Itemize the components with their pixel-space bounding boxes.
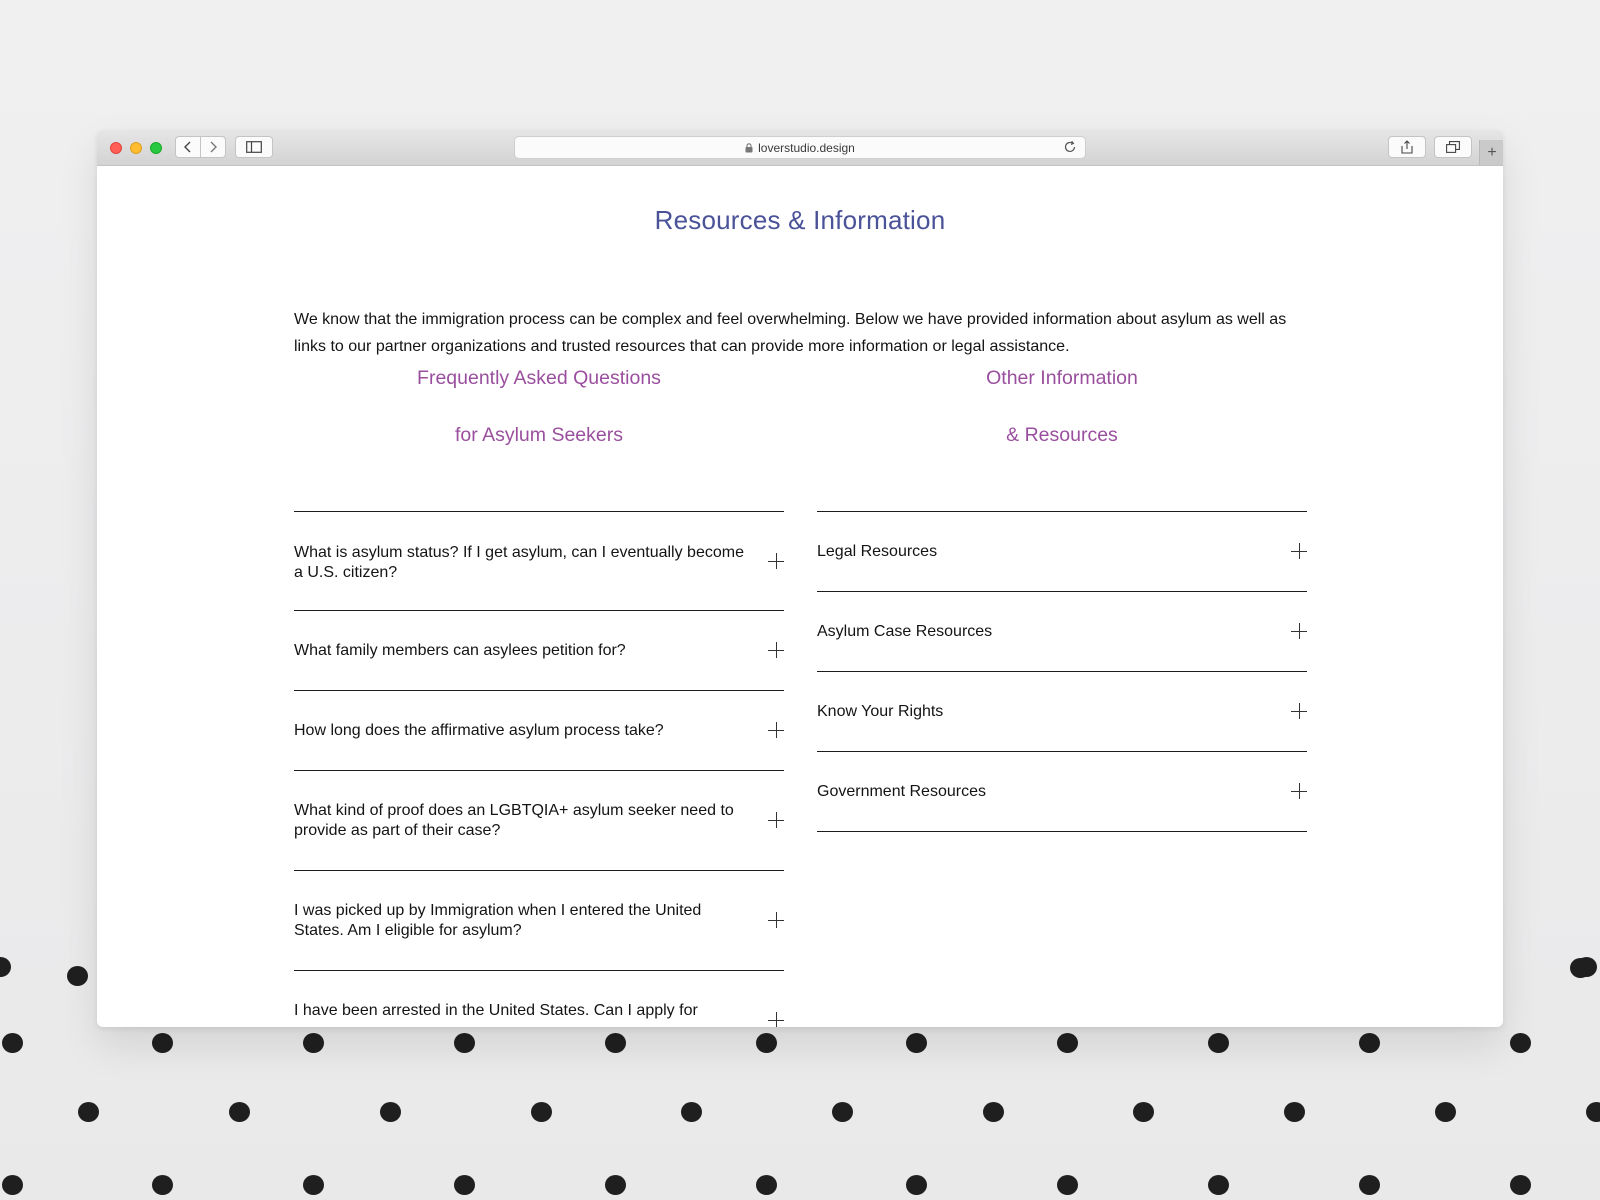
resource-item[interactable] [817,512,1307,592]
resources-heading-line1: Other Information [986,367,1138,389]
browser-window [97,130,1503,1027]
sidebar-toggle-button[interactable] [235,136,273,158]
polka-dot [1435,1102,1456,1122]
faq-item[interactable] [294,512,784,611]
polka-dot [1208,1033,1229,1053]
resource-item[interactable] [817,672,1307,752]
polka-dot [1208,1175,1229,1195]
faq-item[interactable] [294,691,784,771]
intro-paragraph: We know that the immigration process can be complex and feel overwhelming. Below we have provided information about asylum as well as links to our partner organizations and trusted resources that can provide more information or legal assistance. [294,311,1287,355]
polka-dot [2,1175,23,1195]
page-content [97,165,1503,1027]
forward-button[interactable] [200,136,226,158]
resources-accordion [817,511,1307,832]
lock-icon [745,143,753,153]
plus-icon[interactable] [768,642,784,658]
polka-dot [1510,1033,1531,1053]
polka-dot [1359,1175,1380,1195]
polka-dot [380,1102,401,1122]
polka-dot [454,1033,475,1053]
polka-dot [1359,1033,1380,1053]
address-bar[interactable] [514,136,1086,159]
zoom-window-button[interactable] [150,142,162,154]
resource-label: Government Resources [817,783,986,800]
polka-dot [906,1033,927,1053]
resources-heading-line2: & Resources [1006,424,1118,446]
polka-dot [229,1102,250,1122]
polka-dot [832,1102,853,1122]
plus-icon[interactable] [768,553,784,569]
plus-icon[interactable] [768,1012,784,1027]
plus-icon[interactable] [1291,623,1307,639]
polka-dot [454,1175,475,1195]
url-text: loverstudio.design [758,140,855,155]
faq-heading-line1: Frequently Asked Questions [417,367,661,389]
polka-dot [2,1033,23,1053]
faq-question: What kind of proof does an LGBTQIA+ asylum seeker need to provide as part of their case? [294,802,734,839]
resource-label: Know Your Rights [817,703,944,720]
show-tabs-button[interactable] [1434,136,1472,158]
faq-item[interactable] [294,771,784,871]
polka-dot [1586,1102,1600,1122]
faq-item[interactable] [294,971,784,1027]
sidebar-icon [246,141,262,153]
resource-item[interactable] [817,752,1307,832]
plus-icon[interactable] [768,812,784,828]
plus-icon[interactable] [1291,783,1307,799]
polka-dot [756,1175,777,1195]
polka-dot [303,1033,324,1053]
resources-heading [817,350,1307,464]
faq-question: What family members can asylees petition for? [294,642,626,659]
back-button[interactable] [175,136,201,158]
faq-heading-line2: for Asylum Seekers [455,424,623,446]
polka-dot [756,1033,777,1053]
minimize-window-button[interactable] [130,142,142,154]
polka-dot [1510,1175,1531,1195]
faq-heading [294,350,784,464]
share-icon [1401,140,1413,154]
polka-dot [303,1175,324,1195]
share-button[interactable] [1388,136,1426,158]
polka-dot [1133,1102,1154,1122]
polka-dot [0,957,11,977]
polka-dot [983,1102,1004,1122]
polka-dot [152,1033,173,1053]
polka-dot [531,1102,552,1122]
reload-icon[interactable] [1063,140,1077,154]
resource-label: Legal Resources [817,543,938,560]
faq-question: What is asylum status? If I get asylum, can I eventually become a U.S. citizen? [294,544,744,581]
new-tab-button[interactable] [1479,140,1503,165]
faq-item[interactable] [294,871,784,971]
polka-dot [681,1102,702,1122]
plus-icon[interactable] [1291,703,1307,719]
browser-toolbar [97,130,1503,166]
chevron-left-icon [183,141,193,153]
polka-dot [67,966,88,986]
resource-item[interactable] [817,592,1307,672]
faq-question: I was picked up by Immigration when I entered the United States. Am I eligible for asylum? [294,902,702,939]
plus-icon: + [1487,143,1497,161]
faq-question: I have been arrested in the United States. Can I apply for [294,1002,698,1019]
polka-dot [1570,958,1591,978]
polka-dot [1284,1102,1305,1122]
polka-dot [605,1175,626,1195]
page-title: Resources & Information [654,205,946,235]
close-window-button[interactable] [110,142,122,154]
polka-dot [1057,1033,1078,1053]
plus-icon[interactable] [768,722,784,738]
faq-accordion [294,511,784,1027]
polka-dot [152,1175,173,1195]
polka-dot [605,1033,626,1053]
polka-dot [906,1175,927,1195]
plus-icon[interactable] [768,912,784,928]
chevron-right-icon [208,141,218,153]
faq-question: How long does the affirmative asylum process take? [294,722,664,739]
faq-item[interactable] [294,611,784,691]
polka-dot [1057,1175,1078,1195]
polka-dot [78,1102,99,1122]
tabs-overview-icon [1446,141,1460,153]
plus-icon[interactable] [1291,543,1307,559]
resource-label: Asylum Case Resources [817,623,993,640]
